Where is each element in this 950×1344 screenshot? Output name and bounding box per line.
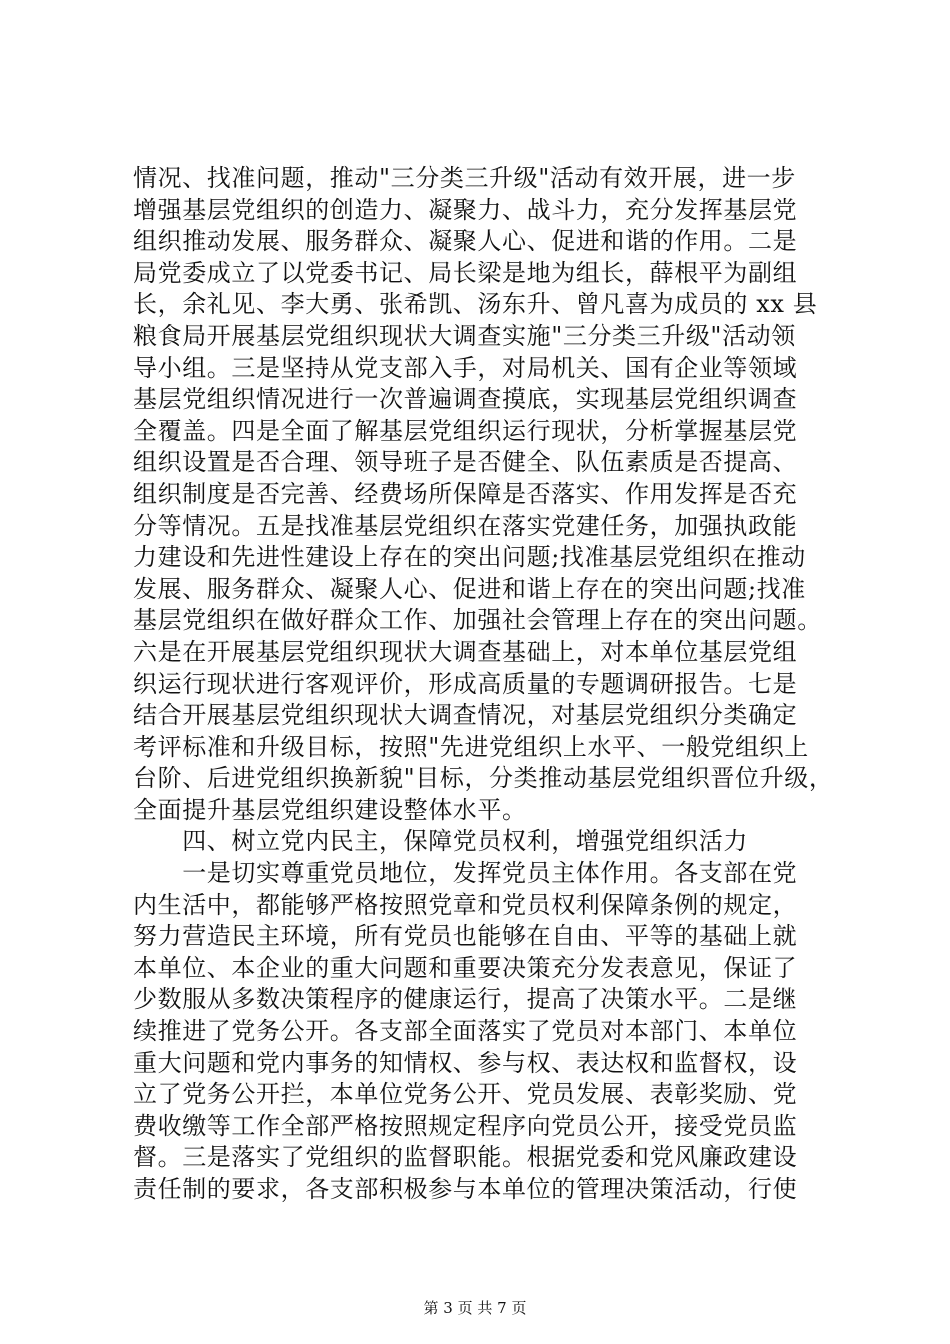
text-line: 四、树立党内民主，保障党员权利，增强党组织活力 xyxy=(133,827,748,856)
text-line: 努力营造民主环境，所有党员也能够在自由、平等的基础上就 xyxy=(133,922,798,951)
text-line: 基层党组织在做好群众工作、加强社会管理上存在的突出问题。 xyxy=(133,606,822,635)
text-line: 局党委成立了以党委书记、局长梁是地为组长，薛根平为副组 xyxy=(133,258,798,287)
text-line: 情况、找准问题，推动"三分类三升级"活动有效开展，进一步 xyxy=(133,164,796,192)
text-line: 少数服从多数决策程序的健康运行，提高了决策水平。二是继 xyxy=(133,985,798,1014)
text-line: 费收缴等工作全部严格按照规定程序向党员公开，接受党员监 xyxy=(133,1111,798,1140)
text-line: 全覆盖。四是全面了解基层党组织运行现状，分析掌握基层党 xyxy=(133,416,798,445)
text-line: 一是切实尊重党员地位，发挥党员主体作用。各支部在党 xyxy=(133,859,798,888)
text-line: 督。三是落实了党组织的监督职能。根据党委和党风廉政建设 xyxy=(133,1143,798,1172)
text-line: 发展、服务群众、凝聚人心、促进和谐上存在的突出问题;找准 xyxy=(133,574,806,603)
text-line: 增强基层党组织的创造力、凝聚力、战斗力，充分发挥基层党 xyxy=(133,195,798,224)
text-line: 全面提升基层党组织建设整体水平。 xyxy=(133,795,527,824)
text-line: 续推进了党务公开。各支部全面落实了党员对本部门、本单位 xyxy=(133,1017,798,1046)
text-line: 内生活中，都能够严格按照党章和党员权利保障条例的规定， xyxy=(133,890,798,919)
document-body xyxy=(133,163,833,1206)
text-line: 台阶、后进党组织换新貌"目标，分类推动基层党组织晋位升级， xyxy=(133,764,834,793)
text-line: 组织制度是否完善、经费场所保障是否落实、作用发挥是否充 xyxy=(133,479,798,508)
text-line: 本单位、本企业的重大问题和重要决策充分发表意见，保证了 xyxy=(133,953,798,982)
text-line: 六是在开展基层党组织现状大调查基础上，对本单位基层党组 xyxy=(133,637,798,666)
text-line: 粮食局开展基层党组织现状大调查实施"三分类三升级"活动领 xyxy=(133,321,796,350)
text-line: 责任制的要求，各支部积极参与本单位的管理决策活动，行使 xyxy=(133,1175,798,1203)
text-line: 力建设和先进性建设上存在的突出问题;找准基层党组织在推动 xyxy=(133,543,806,572)
text-line: 基层党组织情况进行一次普遍调查摸底，实现基层党组织调查 xyxy=(133,385,798,414)
text-line: 分等情况。五是找准基层党组织在落实党建任务，加强执政能 xyxy=(133,511,798,540)
text-line: 重大问题和党内事务的知情权、参与权、表达权和监督权，设 xyxy=(133,1048,798,1077)
page-number-footer: 第 3 页 共 7 页 xyxy=(423,1299,527,1317)
text-line: 结合开展基层党组织现状大调查情况，对基层党组织分类确定 xyxy=(133,701,798,730)
text-line: 组织设置是否合理、领导班子是否健全、队伍素质是否提高、 xyxy=(133,448,798,477)
text-line: 长，余礼见、李大勇、张希凯、汤东升、曾凡喜为成员的 xx 县 xyxy=(133,290,818,319)
text-line: 织运行现状进行客观评价，形成高质量的专题调研报告。七是 xyxy=(133,669,798,698)
text-line: 立了党务公开拦，本单位党务公开、党员发展、表彰奖励、党 xyxy=(133,1080,798,1109)
text-line: 导小组。三是坚持从党支部入手，对局机关、国有企业等领域 xyxy=(133,353,798,382)
text-line: 考评标准和升级目标，按照"先进党组织上水平、一般党组织上 xyxy=(133,732,809,761)
text-line: 组织推动发展、服务群众、凝聚人心、促进和谐的作用。二是 xyxy=(133,227,798,256)
